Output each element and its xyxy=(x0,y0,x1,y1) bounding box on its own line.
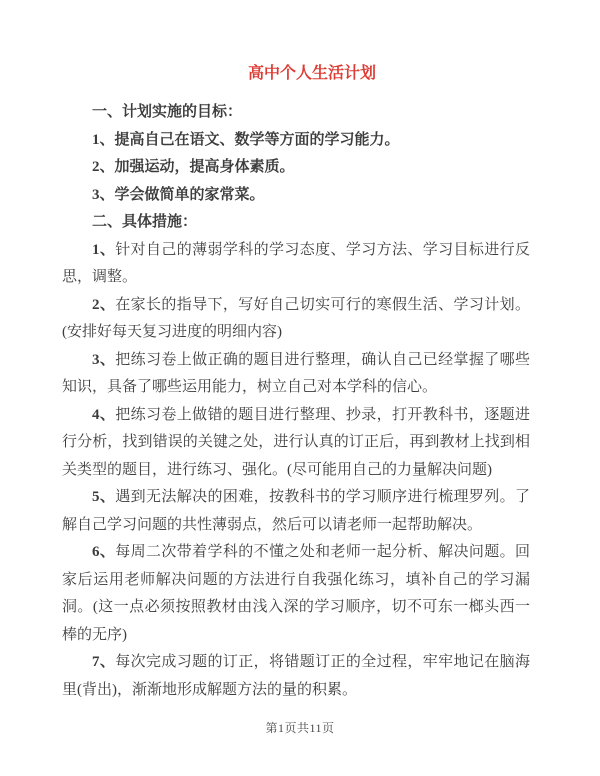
measure-paragraph-6 xyxy=(62,539,530,649)
measure-paragraph-2 xyxy=(62,292,530,347)
measure-number: 1、 xyxy=(92,241,116,258)
page-number-indicator: 第1页共11页 xyxy=(265,721,335,735)
measure-paragraph-7 xyxy=(62,649,530,704)
measure-text: 每周二次带着学科的不懂之处和老师一起分析、解决问题。回家后运用老师解决问题的方法进行自我强化练习，填补自己的学习漏洞。(这一点必须按照教材由浅入深的学习顺序，切不可东一榔头西一棒的无序) xyxy=(62,544,530,643)
measure-number: 7、 xyxy=(92,654,116,670)
measure-paragraph-4 xyxy=(62,402,530,485)
measure-number: 2、 xyxy=(92,296,116,313)
section-heading-goals: 一、计划实施的目标： xyxy=(92,104,243,120)
measure-text: 遇到无法解决的困难，按教科书的学习顺序进行梳理罗列。了解自己学习问题的共性薄弱点，然后可以请老师一起帮助解决。 xyxy=(62,489,530,533)
measure-number: 6、 xyxy=(92,544,116,560)
goal-item-3: 3、学会做简单的家常菜。 xyxy=(92,186,265,203)
page-footer xyxy=(0,720,600,736)
section-heading-measures: 二、具体措施： xyxy=(92,214,198,230)
measure-text: 每次完成习题的订正，将错题订正的全过程，牢牢地记在脑海里(背出)，渐渐地形成解题方法的量的积累。 xyxy=(62,654,530,698)
goal-item-2: 2、加强运动，提高身体素质。 xyxy=(92,159,295,175)
measure-number: 5、 xyxy=(92,489,116,505)
measure-paragraph-5 xyxy=(62,484,530,539)
measure-text: 把练习卷上做正确的题目进行整理，确认自己已经掌握了哪些知识，具备了哪些运用能力，树立自己对本学科的信心。 xyxy=(62,351,530,395)
document-body xyxy=(62,99,530,704)
measure-text: 针对自己的薄弱学科的学习态度、学习方法、学习目标进行反思，调整。 xyxy=(62,241,530,285)
measure-text: 在家长的指导下，写好自己切实可行的寒假生活、学习计划。(安排好每天复习进度的明细内容) xyxy=(62,296,530,340)
measure-text: 把练习卷上做错的题目进行整理、抄录，打开教科书，逐题进行分析，找到错误的关键之处，进行认真的订正后，再到教材上找到相关类型的题目，进行练习、强化。(尽可能用自己的力量解决问题) xyxy=(62,406,530,478)
measure-number: 4、 xyxy=(92,406,116,423)
goal-item-1: 1、提高自己在语文、数学等方面的学习能力。 xyxy=(92,131,400,148)
measure-paragraph-3 xyxy=(62,347,530,402)
document-title: 高中个人生活计划 xyxy=(247,65,376,82)
measure-paragraph-1 xyxy=(62,237,530,292)
measure-number: 3、 xyxy=(92,351,116,368)
